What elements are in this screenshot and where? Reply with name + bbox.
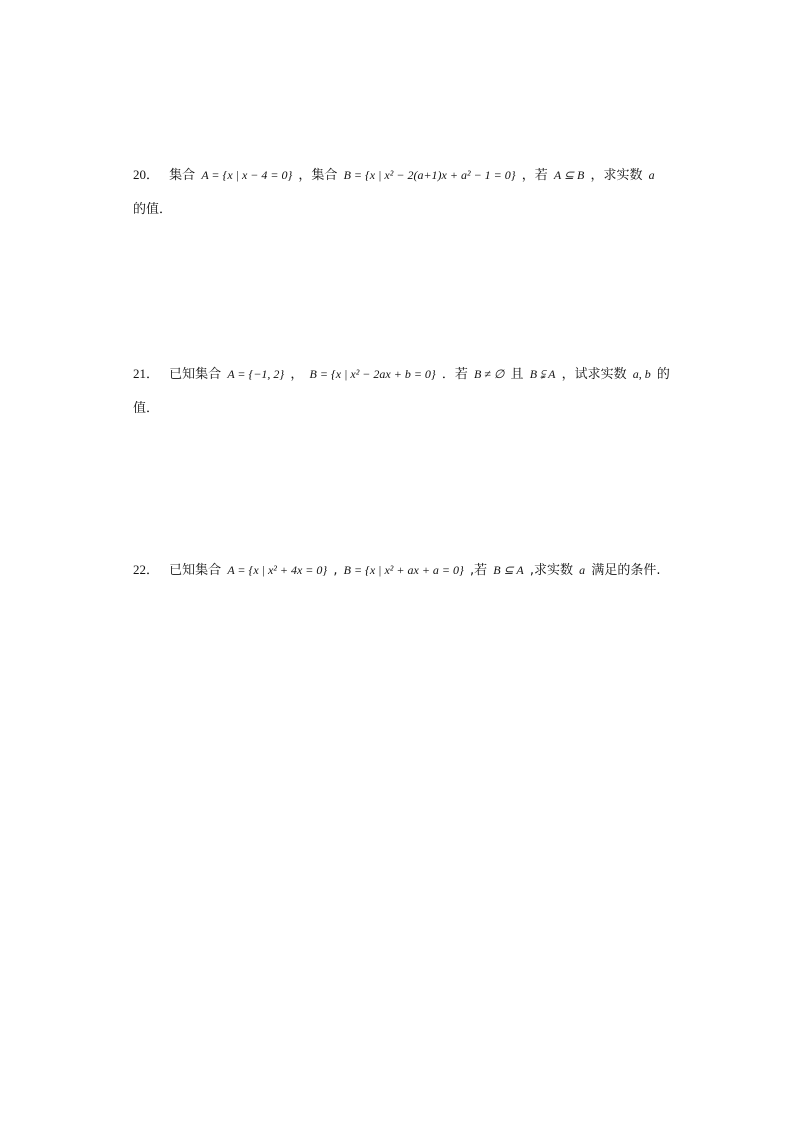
problem-math-segment: B ⊆ A bbox=[493, 563, 524, 577]
problem-math-segment: B ≠ ∅ bbox=[474, 367, 505, 381]
problem-20-line-1 bbox=[133, 157, 673, 192]
problem-math-segment: A = {x | x − 4 = 0} bbox=[201, 168, 293, 182]
problem-text-segment: ，试求实数 bbox=[561, 367, 627, 382]
problem-21-line-2: 值． bbox=[133, 401, 160, 416]
problem-text-segment: 满足的条件. bbox=[591, 563, 661, 578]
problem-number: 20． bbox=[133, 167, 160, 182]
problem-number: 22． bbox=[133, 562, 160, 577]
problem-text-segment: ，求实数 bbox=[590, 168, 643, 183]
problem-math-segment: B = {x | x² − 2(a+1)x + a² − 1 = 0} bbox=[343, 168, 516, 182]
problem-text-segment: 已知集合 bbox=[169, 367, 222, 382]
problem-math-segment: B = {x | x² + ax + a = 0} bbox=[343, 563, 464, 577]
problem-text-segment: ．若 bbox=[441, 367, 468, 382]
problem-text-segment: , bbox=[333, 563, 338, 578]
problem-math-segment: A ⊆ B bbox=[553, 168, 585, 182]
problem-math-segment: a bbox=[579, 563, 586, 577]
problem-text-segment: ,若 bbox=[469, 563, 488, 578]
problem-text-segment: ，若 bbox=[521, 168, 548, 183]
problem-math-segment: B ⫋ A bbox=[529, 367, 556, 381]
problem-22-line-1 bbox=[133, 552, 673, 587]
problem-20-line-2: 的值． bbox=[133, 202, 173, 217]
problem-20 bbox=[133, 157, 673, 227]
problem-text-segment: ，集合 bbox=[298, 168, 338, 183]
problem-22 bbox=[133, 552, 673, 587]
problem-text-segment: ， bbox=[290, 367, 304, 382]
problem-text-segment: 集合 bbox=[169, 168, 196, 183]
problem-text-segment: 且 bbox=[510, 367, 524, 382]
problem-math-segment: B = {x | x² − 2ax + b = 0} bbox=[309, 367, 436, 381]
problem-number: 21． bbox=[133, 366, 160, 381]
problem-math-segment: A = {x | x² + 4x = 0} bbox=[227, 563, 328, 577]
problem-math-segment: a, b bbox=[632, 367, 651, 381]
problem-math-segment: a bbox=[648, 168, 655, 182]
problem-text-segment: ,求实数 bbox=[529, 563, 574, 578]
problem-21-line-1 bbox=[133, 356, 673, 391]
problem-text-segment: 的 bbox=[656, 367, 670, 382]
problem-math-segment: A = {−1, 2} bbox=[227, 367, 285, 381]
problem-text-segment: 已知集合 bbox=[169, 563, 222, 578]
problem-21 bbox=[133, 356, 673, 426]
